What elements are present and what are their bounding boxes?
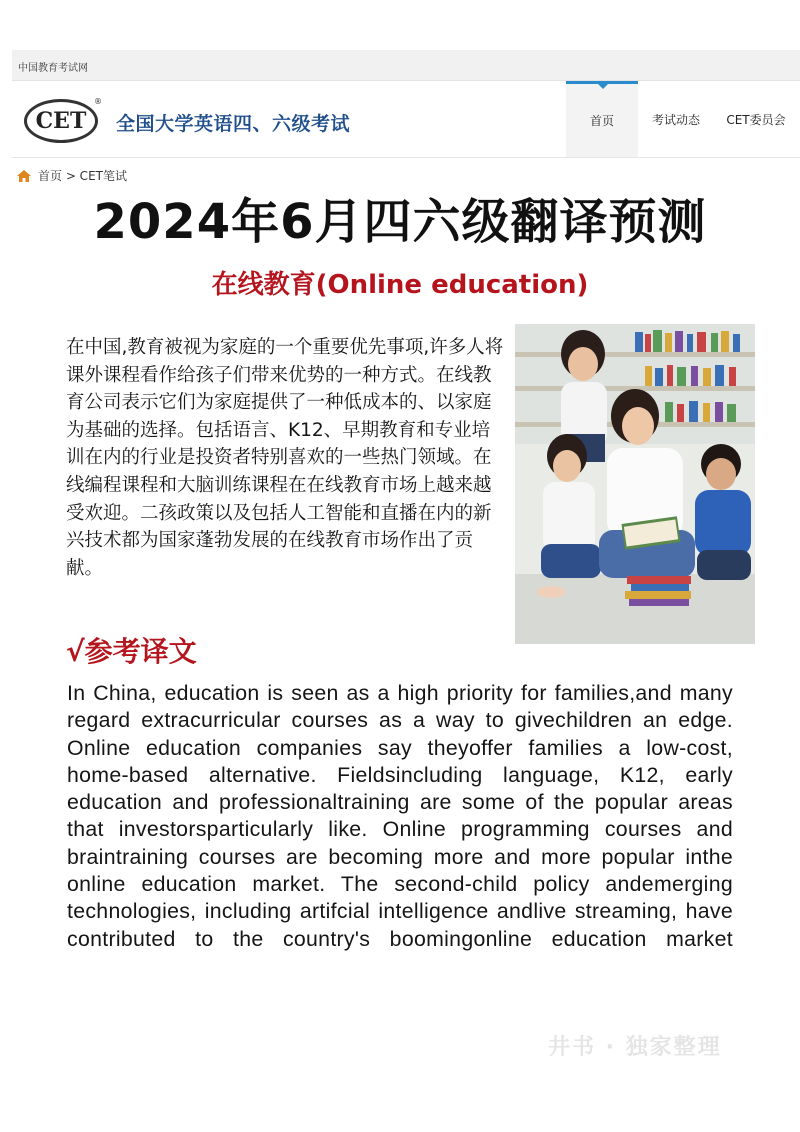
logo-text: CET xyxy=(35,108,87,134)
breadcrumb-text[interactable]: 首页 > CET笔试 xyxy=(38,169,127,183)
nav-label: 考试动态 xyxy=(651,112,700,127)
cet-logo[interactable] xyxy=(24,99,98,143)
watermark: 井书 · 独家整理 xyxy=(548,1035,722,1060)
topic-subtitle: 在线教育(Online education) xyxy=(211,270,589,300)
reference-translation-heading: √参考译文 xyxy=(66,635,197,668)
breadcrumb xyxy=(16,167,127,184)
registered-mark: ® xyxy=(94,97,102,106)
site-header xyxy=(12,81,800,158)
top-bar xyxy=(12,50,800,81)
chinese-passage: 在中国,教育被视为家庭的一个重要优先事项,许多人将课外课程看作给孩子们带来优势的一种方式。在线教育公司表示它们为家庭提供了一种低成本的、以家庭为基础的选择。包括语言、K12、早期教育和专业培训在内的行业是投资者特别喜欢的一些热门领域。在线编程课程和大脑训练课程在在线教育市场上越来越受欢迎。二孩政策以及包括人工智能和直播在内的新兴技术都为国家蓬勃发展的在线教育市场作出了贡献。 xyxy=(66,337,504,579)
home-icon[interactable] xyxy=(16,169,32,183)
classroom-photo xyxy=(515,324,755,644)
site-name[interactable]: 中国教育考试网 xyxy=(18,63,88,74)
nav-item-home[interactable] xyxy=(566,81,638,157)
site-title[interactable]: 全国大学英语四、六级考试 xyxy=(116,113,351,135)
page-title: 2024年6月四六级翻译预测 xyxy=(93,194,707,250)
main-nav xyxy=(566,81,798,157)
nav-label: 首页 xyxy=(589,114,614,128)
active-caret-icon xyxy=(597,83,609,89)
english-translation: In China, education is seen as a high priority for families,and many regard extracurricular courses as a way to givechildren an edge. Online education companies say theyoffer families a low-cost, home-based alternative. Fieldsincluding language, K12, early education and professionaltraining are some of the popular areas that investorsparticularly like. Online programming courses and braintraining courses are becoming more and more popular inthe online education market. The second-child policy andemerging technologies, including artifcial intelligence andlive streaming, have contributed to the country's boomingonline education market xyxy=(67,681,733,951)
nav-item-cet-committee[interactable] xyxy=(714,81,798,157)
nav-label: CET委员会 xyxy=(726,112,786,127)
nav-item-exam-news[interactable] xyxy=(638,81,714,157)
